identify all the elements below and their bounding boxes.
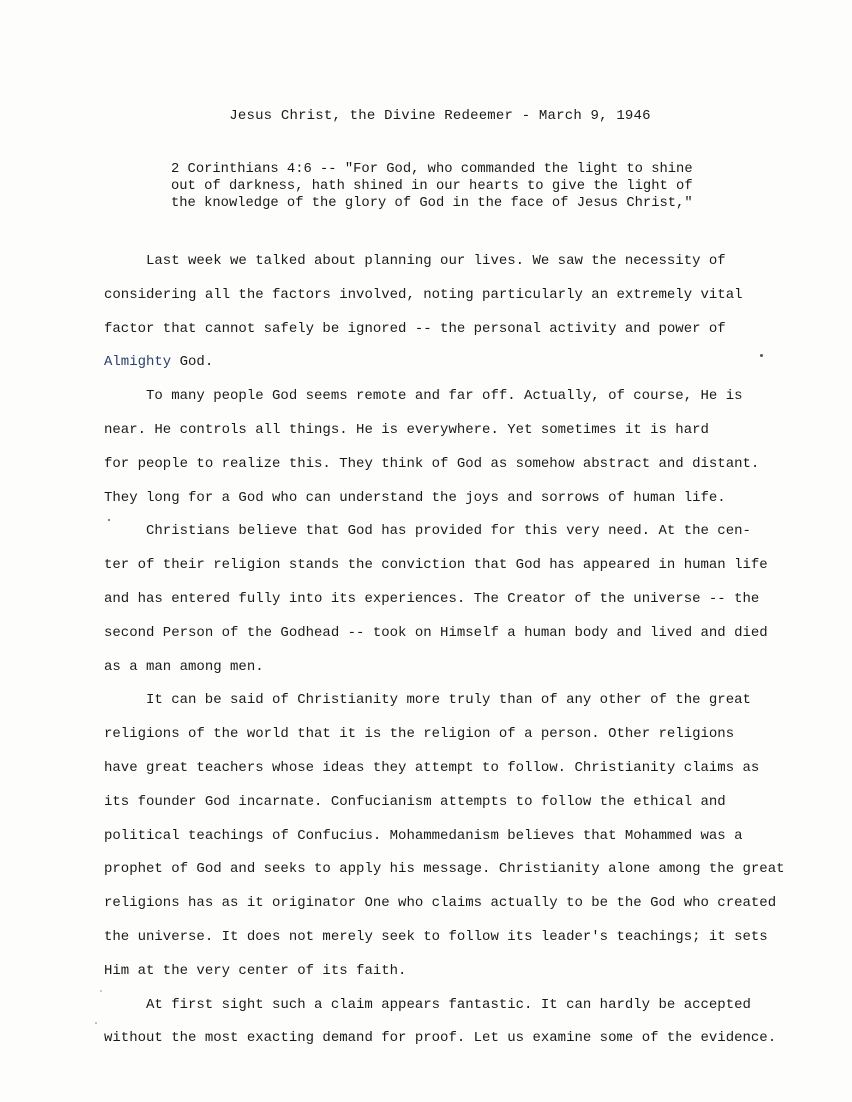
text-line: religions of the world that it is the religion of a person. Other religions bbox=[104, 726, 735, 743]
scripture-line: the knowledge of the glory of God in the face of Jesus Christ," bbox=[171, 196, 693, 211]
text-line: without the most exacting demand for proof. Let us examine some of the evidence. bbox=[104, 1030, 777, 1047]
sermon-body bbox=[104, 245, 785, 1056]
text-line bbox=[104, 346, 785, 380]
sermon-title: Jesus Christ, the Divine Redeemer - March 9, 1946 bbox=[229, 108, 651, 124]
ink-speck bbox=[760, 354, 763, 357]
text-line: have great teachers whose ideas they attempt to follow. Christianity claims as bbox=[104, 759, 760, 776]
text-line: To many people God seems remote and far off. Actually, of course, He is bbox=[146, 388, 743, 405]
text-line: Christians believe that God has provided for this very need. At the cen- bbox=[146, 523, 751, 540]
ink-speck bbox=[108, 519, 110, 521]
text-line: It can be said of Christianity more truly than of any other of the great bbox=[146, 692, 751, 709]
ink-speck bbox=[95, 1022, 97, 1024]
handwritten-word: Almighty bbox=[104, 354, 172, 371]
scripture-quote bbox=[171, 161, 693, 212]
text-line: They long for a God who can understand the joys and sorrows of human life. bbox=[104, 489, 726, 506]
text-line: political teachings of Confucius. Mohammedanism believes that Mohammed was a bbox=[104, 827, 743, 844]
text-line: considering all the factors involved, noting particularly an extremely vital bbox=[104, 286, 743, 303]
text-line: and has entered fully into its experiences. The Creator of the universe -- the bbox=[104, 590, 760, 607]
text-line: second Person of the Godhead -- took on Himself a human body and lived and died bbox=[104, 624, 768, 641]
text-line: near. He controls all things. He is everywhere. Yet sometimes it is hard bbox=[104, 421, 709, 438]
ink-speck bbox=[100, 990, 102, 992]
text-line: ter of their religion stands the conviction that God has appeared in human life bbox=[104, 557, 768, 574]
text-line: prophet of God and seeks to apply his message. Christianity alone among the great bbox=[104, 861, 785, 878]
text-line: factor that cannot safely be ignored -- the personal activity and power of bbox=[104, 320, 726, 337]
text-line: religions has as it originator One who claims actually to be the God who created bbox=[104, 895, 777, 912]
text-line: At first sight such a claim appears fantastic. It can hardly be accepted bbox=[146, 996, 751, 1013]
scripture-line: out of darkness, hath shined in our hearts to give the light of bbox=[171, 179, 693, 194]
text-word: God. bbox=[179, 354, 214, 371]
text-line: Last week we talked about planning our lives. We saw the necessity of bbox=[146, 253, 726, 269]
text-line: for people to realize this. They think of God as somehow abstract and distant. bbox=[104, 455, 760, 472]
text-line: the universe. It does not merely seek to follow its leader's teachings; it sets bbox=[104, 928, 768, 945]
text-line: as a man among men. bbox=[104, 658, 264, 675]
scripture-line: 2 Corinthians 4:6 -- "For God, who commanded the light to shine bbox=[171, 162, 693, 177]
text-line: its founder God incarnate. Confucianism attempts to follow the ethical and bbox=[104, 793, 726, 810]
text-line: Him at the very center of its faith. bbox=[104, 962, 407, 979]
